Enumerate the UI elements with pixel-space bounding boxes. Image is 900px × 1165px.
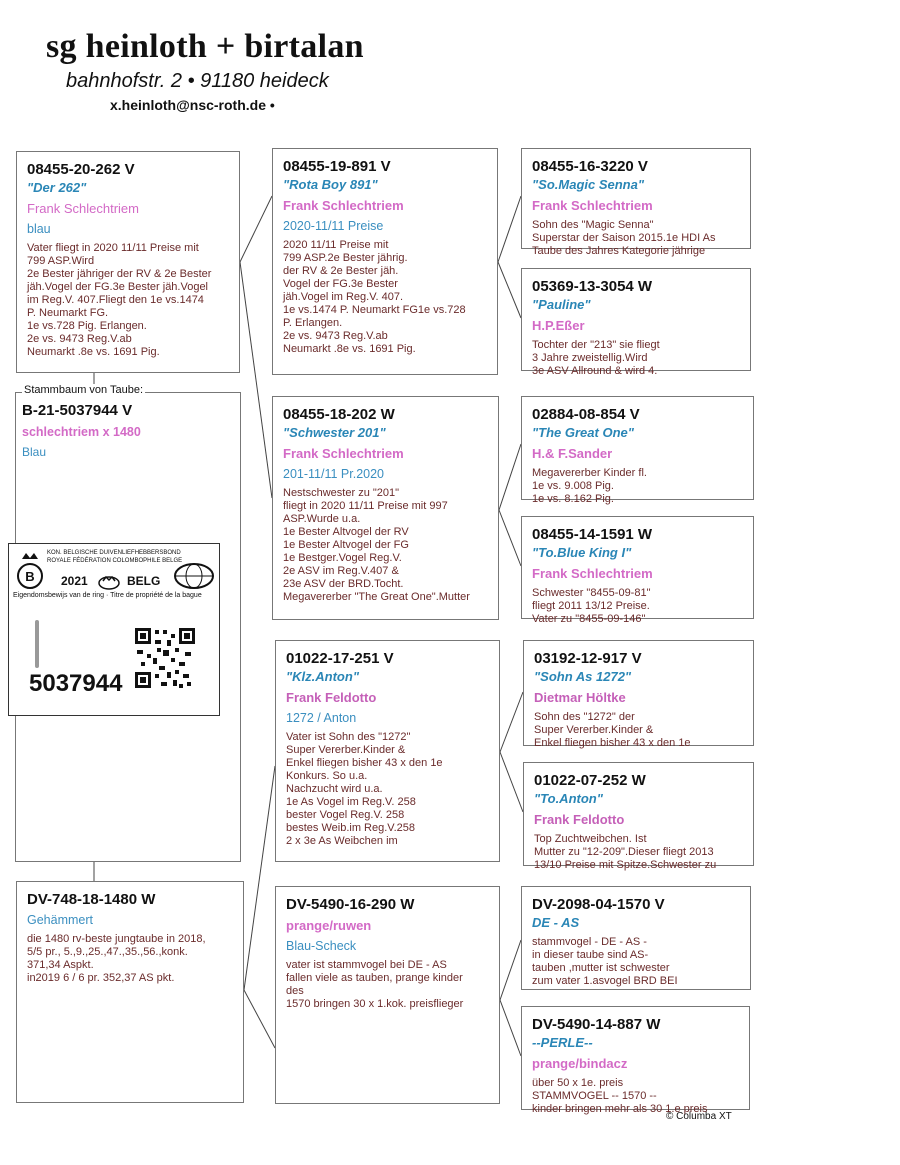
mfm-ring-number: 01022-07-252 W	[534, 772, 646, 789]
ggp-ffm-card	[521, 268, 751, 377]
fm-name: "Schwester 201"	[283, 425, 386, 440]
subject-ring-number: B-21-5037944 V	[22, 402, 133, 419]
ff-breeder: Frank Schlechtriem	[283, 198, 404, 213]
fff-name: "So.Magic Senna"	[532, 177, 645, 192]
fmf-ring-number: 02884-08-854 V	[532, 406, 640, 423]
fff-description: Sohn des "Magic Senna" Superstar der Saison 2015.1e HDI As Taube des Jahres Kategorie jährige	[532, 219, 716, 257]
fm-ring-number: 08455-18-202 W	[283, 406, 395, 423]
mff-breeder: Dietmar Höltke	[534, 690, 626, 705]
mfm-breeder: Frank Feldotto	[534, 812, 625, 827]
ring-card-org-nl: KON. BELGISCHE DUIVENLIEFHEBBERSBOND	[47, 550, 181, 556]
ff-name: "Rota Boy 891"	[283, 177, 378, 192]
grandmother-paternal-card	[272, 396, 499, 620]
ffm-breeder: H.P.Eßer	[532, 318, 585, 333]
ggp-mff-card	[523, 640, 754, 749]
ggp-fmm-card	[521, 516, 754, 625]
ffm-name: "Pauline"	[532, 297, 591, 312]
mfm-description: Top Zuchtweibchen. Ist Mutter zu "12-209".Dieser fliegt 2013 13/10 Preise mit Spitze.Schwester zu	[534, 833, 717, 871]
mm-breeder: prange/ruwen	[286, 918, 372, 933]
mother-card	[16, 881, 244, 1103]
fmf-name: "The Great One"	[532, 425, 634, 440]
ggp-fmf-card	[521, 396, 754, 505]
father-breeder: Frank Schlechtriem	[27, 201, 139, 216]
grandfather-paternal-card	[272, 148, 498, 375]
mf-name: "Klz.Anton"	[286, 669, 359, 684]
mf-color: 1272 / Anton	[286, 711, 357, 725]
mf-breeder: Frank Feldotto	[286, 690, 377, 705]
fmm-description: Schwester "8455-09-81" fliegt 2011 13/12 Preise. Vater zu "8455-09-146"	[532, 587, 651, 625]
globe-hologram-icon	[173, 562, 215, 590]
mother-ring-number: DV-748-18-1480 W	[27, 891, 156, 908]
fmm-name: "To.Blue King I"	[532, 545, 632, 560]
mm-ring-number: DV-5490-16-290 W	[286, 896, 415, 913]
father-color: blau	[27, 222, 51, 236]
fm-color: 201-11/11 Pr.2020	[283, 467, 385, 481]
fmf-breeder: H.& F.Sander	[532, 446, 613, 461]
ff-description: 2020 11/11 Preise mit 799 ASP.2e Bester jährig. der RV & 2e Bester jäh. Vogel der FG.3e Bester jäh.Vogel im Reg.V. 407. 1e vs.1474 P. Neumarkt FG1e vs.728 P. Erlangen. 2e vs. 9473 Reg.V.ab Neumarkt .8e vs. 1691 Pig.	[283, 239, 466, 355]
subject-label: Stammbaum von Taube:	[24, 384, 144, 396]
breeder-title: sg heinloth + birtalan	[46, 28, 364, 65]
belgian-federation-logo-icon	[15, 550, 45, 590]
fff-breeder: Frank Schlechtriem	[532, 198, 653, 213]
crown-emblem-icon	[97, 574, 121, 590]
ring-card-ownership-note: Eigendomsbewijs van de ring · Titre de propriété de la bague	[13, 592, 202, 599]
mm-description: vater ist stammvogel bei DE - AS fallen viele as tauben, prange kinder des 1570 bringen 30 x 1.kok. preisflieger	[286, 959, 464, 1010]
ring-pin-icon	[35, 620, 39, 668]
mmm-name: --PERLE--	[532, 1035, 593, 1050]
fff-ring-number: 08455-16-3220 V	[532, 158, 648, 175]
mmm-breeder: prange/bindacz	[532, 1056, 628, 1071]
subject-color: Blau	[22, 445, 47, 459]
ff-ring-number: 08455-19-891 V	[283, 158, 391, 175]
ring-card-number: 5037944	[29, 670, 123, 697]
ggp-mmf-card	[521, 886, 751, 990]
ring-card-country: BELG	[127, 574, 161, 588]
mff-description: Sohn des "1272" der Super Vererber.Kinder & Enkel fliegen bisher 43 x den 1e	[534, 711, 691, 749]
mmf-ring-number: DV-2098-04-1570 V	[532, 896, 665, 913]
mother-color: Gehämmert	[27, 913, 93, 927]
ff-color: 2020-11/11 Preise	[283, 219, 384, 233]
mff-ring-number: 03192-12-917 V	[534, 650, 642, 667]
ggp-mfm-card	[523, 762, 754, 871]
father-ring-number: 08455-20-262 V	[27, 161, 135, 178]
mmf-name: DE - AS	[532, 915, 580, 930]
ffm-ring-number: 05369-13-3054 W	[532, 278, 653, 295]
svg-text:B: B	[25, 569, 35, 584]
mf-ring-number: 01022-17-251 V	[286, 650, 394, 667]
mmm-ring-number: DV-5490-14-887 W	[532, 1016, 661, 1033]
fm-breeder: Frank Schlechtriem	[283, 446, 404, 461]
ring-certificate	[8, 543, 220, 716]
ggp-fff-card	[521, 148, 751, 257]
ggp-mmm-card	[521, 1006, 750, 1115]
mff-name: "Sohn As 1272"	[534, 669, 632, 684]
father-name: "Der 262"	[27, 180, 87, 195]
grandmother-maternal-card	[275, 886, 500, 1104]
mm-color: Blau-Scheck	[286, 939, 357, 953]
fmm-ring-number: 08455-14-1591 W	[532, 526, 653, 543]
ffm-description: Tochter der "213" sie fliegt 3 Jahre zweistellig.Wird 3e ASV Allround & wird 4.	[532, 339, 660, 377]
breeder-address: bahnhofstr. 2 • 91180 heideck	[66, 70, 329, 92]
mother-description: die 1480 rv-beste jungtaube in 2018, 5/5 pr., 5.,9.,25.,47.,35.,56.,konk. 371,34 Aspkt. in2019 6 / 6 pr. 352,37 AS pkt.	[27, 933, 206, 984]
ring-card-year: 2021	[61, 574, 88, 588]
copyright-note: © Columba XT	[666, 1111, 732, 1122]
ring-card-org-fr: ROYALE FÉDÉRATION COLOMBOPHILE BELGE	[47, 558, 183, 564]
fmf-description: Megavererber Kinder fl. 1e vs. 9.008 Pig. 1e vs. 8.162 Pig.	[532, 467, 647, 505]
father-description: Vater fliegt in 2020 11/11 Preise mit 799 ASP.Wird 2e Bester jähriger der RV & 2e Bester jäh.Vogel der FG.3e Bester jäh.Vogel im Reg.V. 407.Fliegt den 1e vs.1474 P. Neumarkt FG. 1e vs.728 Pig. Erlangen. 2e vs. 9473 Reg.V.ab Neumarkt .8e vs. 1691 Pig.	[27, 242, 212, 358]
father-card	[16, 151, 240, 373]
grandfather-maternal-card	[275, 640, 500, 862]
mmm-description: über 50 x 1e. preis STAMMVOGEL -- 1570 -- kinder bringen mehr als 30 1.e preis	[532, 1077, 708, 1115]
qr-code-icon	[133, 626, 197, 690]
fm-description: Nestschwester zu "201" fliegt in 2020 11/11 Preise mit 997 ASP.Wurde u.a. 1e Bester Altvogel der RV 1e Bester Altvogel der FG 1e Bestger.Vogel Reg.V. 2e ASV im Reg.V.407 & 23e ASV der BRD.Tocht. Megavererber "The Great One".Mutter	[283, 487, 470, 603]
mmf-description: stammvogel - DE - AS - in dieser taube sind AS- tauben ,mutter ist schwester zum vater 1.asvogel BRD BEI	[532, 936, 678, 987]
breeder-email[interactable]: x.heinloth@nsc-roth.de •	[110, 97, 275, 113]
fmm-breeder: Frank Schlechtriem	[532, 566, 653, 581]
mf-description: Vater ist Sohn des "1272" Super Vererber.Kinder & Enkel fliegen bisher 43 x den 1e Konkurs. So u.a. Nachzucht wird u.a. 1e As Vogel im Reg.V. 258 bester Vogel Reg.V. 258 bestes Weib.im Reg.V.258 2 x 3e As Weibchen im	[286, 731, 443, 847]
subject-breeding: schlechtriem x 1480	[22, 425, 141, 439]
mfm-name: "To.Anton"	[534, 791, 603, 806]
